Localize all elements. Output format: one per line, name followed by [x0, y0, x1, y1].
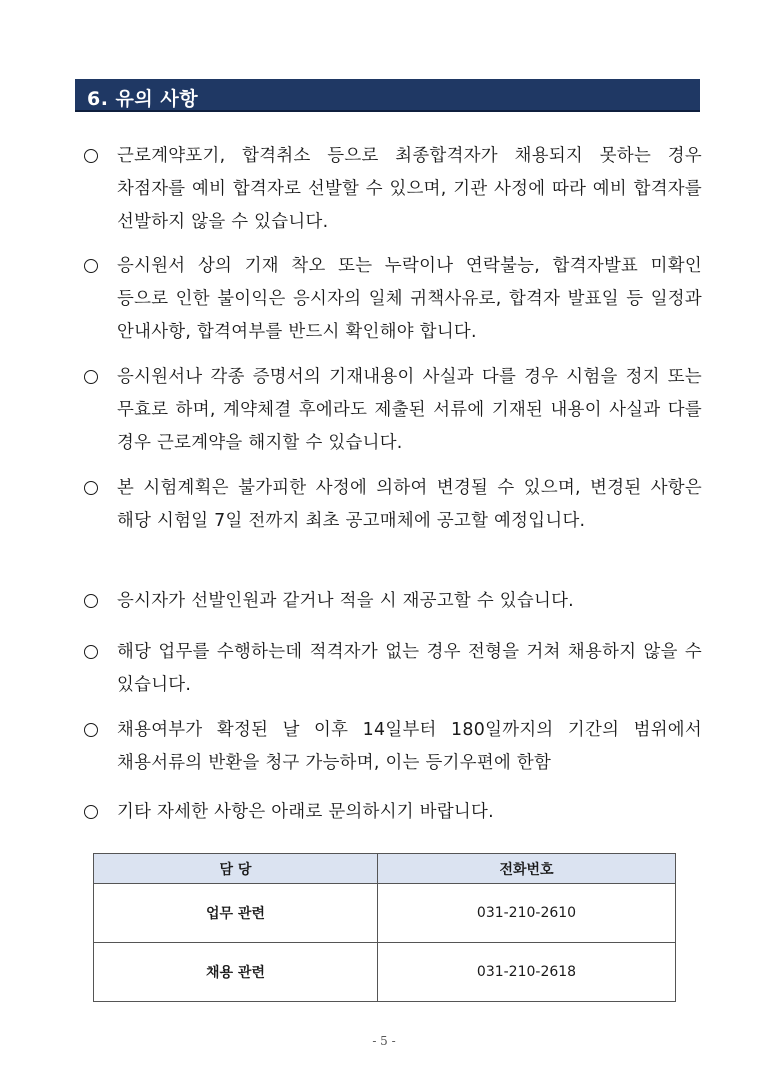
notice-text: 기타 자세한 사항은 아래로 문의하시기 바랍니다. [117, 802, 494, 822]
section-title: 6. 유의 사항 [87, 88, 199, 110]
section-header-bar [75, 79, 700, 112]
dept-cell: 업무 관련 [94, 884, 378, 943]
table-row [94, 943, 676, 1002]
notice-text: 본 시험계획은 불가피한 사정에 의하여 변경될 수 있으며, 변경된 사항은 해당 시험일 7일 전까지 최초 공고매체에 공고할 예정입니다. [117, 478, 702, 531]
contact-table [93, 853, 676, 1002]
table-header-row [94, 854, 676, 884]
notice-item [84, 636, 702, 702]
table-row [94, 884, 676, 943]
notice-text: 응시자가 선발인원과 같거나 적을 시 재공고할 수 있습니다. [117, 591, 575, 611]
circle-bullet-icon [84, 805, 98, 819]
notice-text: 응시원서 상의 기재 착오 또는 누락이나 연락불능, 합격자발표 미확인 등으로 인한 불이익은 응시자의 일체 귀책사유로, 합격자 발표일 등 일정과 안내사항, 합격여부를 반드시 확인해야 합니다. [117, 256, 702, 342]
phone-cell: 031-210-2610 [378, 884, 676, 943]
notice-item [84, 714, 702, 780]
circle-bullet-icon [84, 594, 98, 608]
notice-item [84, 796, 702, 829]
notice-text: 근로계약포기, 합격취소 등으로 최종합격자가 채용되지 못하는 경우 차점자를 예비 합격자로 선발할 수 있으며, 기관 사정에 따라 예비 합격자를 선발하지 않을 수 있습니다. [117, 146, 702, 232]
circle-bullet-icon [84, 370, 98, 384]
phone-cell: 031-210-2618 [378, 943, 676, 1002]
notice-item [84, 361, 702, 460]
notice-text: 채용여부가 확정된 날 이후 14일부터 180일까지의 기간의 범위에서 채용서류의 반환을 청구 가능하며, 이는 등기우편에 한함 [117, 720, 702, 773]
circle-bullet-icon [84, 149, 98, 163]
column-header-dept: 담 당 [94, 854, 378, 884]
circle-bullet-icon [84, 723, 98, 737]
notice-item [84, 472, 702, 538]
dept-cell: 채용 관련 [94, 943, 378, 1002]
circle-bullet-icon [84, 481, 98, 495]
notice-item [84, 140, 702, 239]
notice-item [84, 585, 702, 618]
notice-text: 응시원서나 각종 증명서의 기재내용이 사실과 다를 경우 시험을 정지 또는 무효로 하며, 계약체결 후에라도 제출된 서류에 기재된 내용이 사실과 다를 경우 근로계약을 해지할 수 있습니다. [117, 367, 702, 453]
column-header-phone: 전화번호 [378, 854, 676, 884]
page-number: - 5 - [372, 1034, 396, 1048]
notice-item [84, 250, 702, 349]
circle-bullet-icon [84, 259, 98, 273]
notice-text: 해당 업무를 수행하는데 적격자가 없는 경우 전형을 거쳐 채용하지 않을 수 있습니다. [117, 642, 702, 695]
circle-bullet-icon [84, 645, 98, 659]
